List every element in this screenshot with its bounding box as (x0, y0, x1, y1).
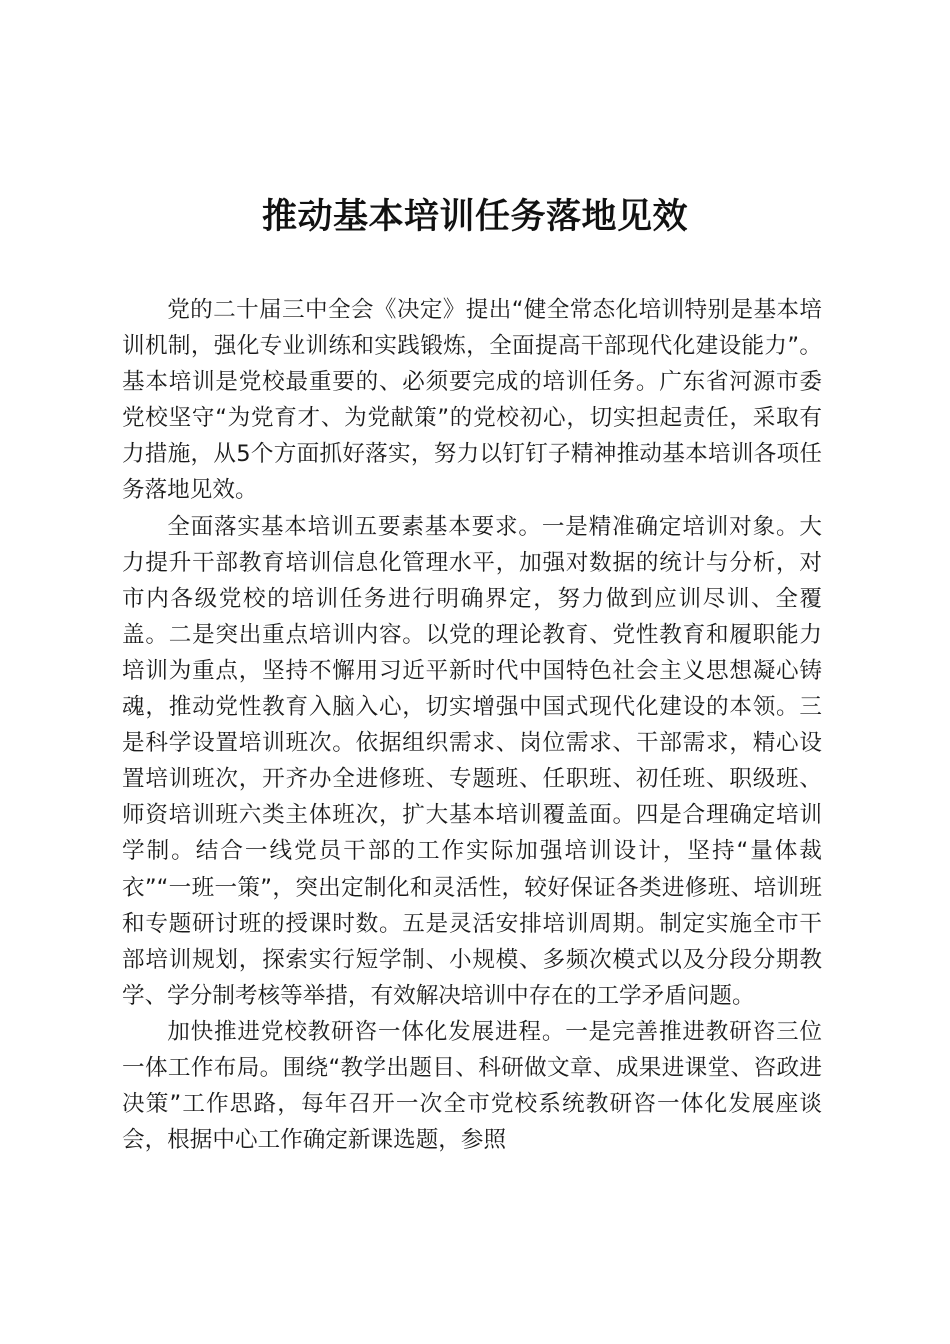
paragraph-integration: 加快推进党校教研咨一体化发展进程。一是完善推进教研咨三位一体工作布局。围绕“教学出题目、科研做文章、成果进课堂、咨政进决策”工作思路，每年召开一次全市党校系统教研咨一体化发展座谈会，根据中心工作确定新课选题，参照 (122, 1018, 822, 1154)
paragraph-intro: 党的二十届三中全会《决定》提出“健全常态化培训特别是基本培训机制，强化专业训练和实践锻炼，全面提高干部现代化建设能力”。基本培训是党校最重要的、必须要完成的培训任务。广东省河源市委党校坚守“为党育才、为党献策”的党校初心，切实担起责任，采取有力措施，从5个方面抓好落实，努力以钉钉子精神推动基本培训各项任务落地见效。 (122, 297, 822, 504)
document-body (122, 292, 822, 1158)
document-title: 推动基本培训任务落地见效 (261, 196, 688, 237)
paragraph-five-elements: 全面落实基本培训五要素基本要求。一是精准确定培训对象。大力提升干部教育培训信息化管理水平，加强对数据的统计与分析，对市内各级党校的培训任务进行明确界定，努力做到应训尽训、全覆盖。二是突出重点培训内容。以党的理论教育、党性教育和履职能力培训为重点，坚持不懈用习近平新时代中国特色社会主义思想凝心铸魂，推动党性教育入脑入心，切实增强中国式现代化建设的本领。三是科学设置培训班次。依据组织需求、岗位需求、干部需求，精心设置培训班次，开齐办全进修班、专题班、任职班、初任班、职级班、师资培训班六类主体班次，扩大基本培训覆盖面。四是合理确定培训学制。结合一线党员干部的工作实际加强培训设计，坚持“量体裁衣”“一班一策”，突出定制化和灵活性，较好保证各类进修班、培训班和专题研讨班的授课时数。五是灵活安排培训周期。制定实施全市干部培训规划，探索实行短学制、小规模、多频次模式以及分段分期教学、学分制考核等举措，有效解决培训中存在的工学矛盾问题。 (122, 513, 822, 1009)
